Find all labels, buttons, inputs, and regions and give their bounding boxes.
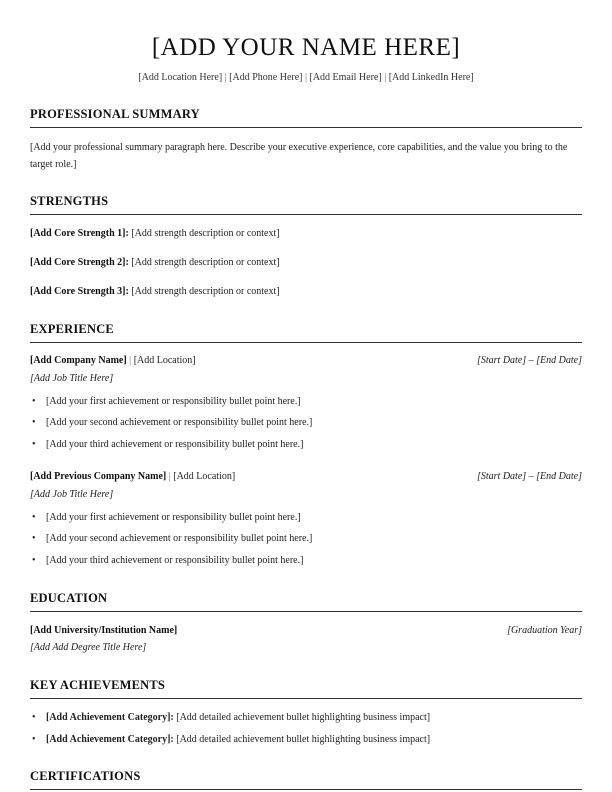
strength-description: [Add strength description or context]	[128, 228, 280, 239]
bullet-icon: •	[32, 512, 36, 523]
bullet-text: [Add your second achievement or responsibility bullet point here.]	[46, 417, 313, 428]
contact-line	[30, 71, 582, 85]
education-header	[30, 624, 582, 638]
achievement-description: [Add detailed achievement bullet highlighting business impact]	[173, 712, 431, 723]
section-title-experience: EXPERIENCE	[30, 321, 582, 343]
bullet-text: [Add your first achievement or responsibility bullet point here.]	[46, 512, 301, 523]
contact-separator: |	[222, 72, 230, 83]
achievement-label: [Add Achievement Category]:	[46, 734, 174, 745]
contact-phone: [Add Phone Here]	[229, 72, 303, 83]
contact-location: [Add Location Here]	[138, 72, 223, 83]
degree-title: [Add Add Degree Title Here]	[30, 642, 147, 653]
section-title-education: EDUCATION	[30, 590, 582, 612]
section-title-certifications: CERTIFICATIONS	[30, 768, 582, 790]
strength-label: [Add Core Strength 3]:	[30, 286, 129, 297]
bullet-text: [Add your second achievement or responsibility bullet point here.]	[46, 533, 313, 544]
company-location: [Add Location]	[133, 355, 196, 366]
strength-item	[30, 256, 582, 270]
bullet-text: [Add your first achievement or responsibility bullet point here.]	[46, 396, 301, 407]
section-title-achievements: KEY ACHIEVEMENTS	[30, 677, 582, 699]
contact-separator: |	[302, 72, 310, 83]
strength-description: [Add strength description or context]	[128, 286, 280, 297]
achievement-label: [Add Achievement Category]:	[46, 712, 174, 723]
company-separator: |	[166, 471, 174, 482]
bullet-icon: •	[32, 734, 36, 745]
job-dates: [Start Date] – [End Date]	[477, 355, 582, 366]
company-location: [Add Location]	[173, 471, 236, 482]
bullet-icon: •	[32, 396, 36, 407]
bullet-text: [Add your third achievement or responsibility bullet point here.]	[46, 439, 304, 450]
strength-item	[30, 227, 582, 241]
job-title: [Add Job Title Here]	[30, 373, 114, 384]
job-dates: [Start Date] – [End Date]	[477, 471, 582, 482]
contact-separator: |	[381, 72, 389, 83]
bullet-text: [Add your third achievement or responsibility bullet point here.]	[46, 555, 304, 566]
strength-label: [Add Core Strength 2]:	[30, 257, 129, 268]
bullet-icon: •	[32, 417, 36, 428]
bullet-icon: •	[32, 712, 36, 723]
bullet-icon: •	[32, 439, 36, 450]
strength-item	[30, 285, 582, 299]
company-separator: |	[126, 355, 134, 366]
strength-description: [Add strength description or context]	[128, 257, 280, 268]
summary-paragraph: [Add your professional summary paragraph here. Describe your executive experience, core capabilities, and the value you bring to the target role.]	[30, 142, 568, 170]
job-title: [Add Job Title Here]	[30, 489, 114, 500]
bullet-icon: •	[32, 555, 36, 566]
candidate-name: [ADD YOUR NAME HERE]	[151, 34, 461, 61]
contact-linkedin: [Add LinkedIn Here]	[388, 72, 474, 83]
institution-name: [Add University/Institution Name]	[30, 625, 178, 636]
section-title-summary: PROFESSIONAL SUMMARY	[30, 106, 582, 128]
company-name: [Add Previous Company Name]	[30, 471, 167, 482]
bullet-icon: •	[32, 533, 36, 544]
graduation-year: [Graduation Year]	[507, 625, 582, 636]
section-title-strengths: STRENGTHS	[30, 193, 582, 215]
strength-label: [Add Core Strength 1]:	[30, 228, 129, 239]
company-name: [Add Company Name]	[30, 355, 127, 366]
achievement-description: [Add detailed achievement bullet highlighting business impact]	[173, 734, 431, 745]
contact-email: [Add Email Here]	[309, 72, 382, 83]
